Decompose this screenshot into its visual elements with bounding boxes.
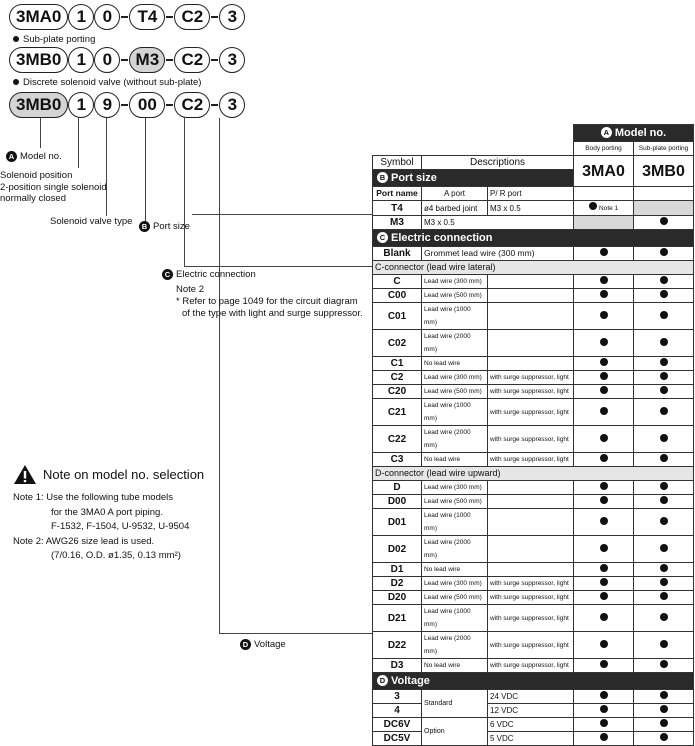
dot-icon [660,613,668,621]
model-code-2 [9,47,245,73]
dot-icon [660,386,668,394]
model-3mb0: 3MB0 [634,156,694,187]
code-part: M3 [129,47,165,73]
table-row: D21 Lead wire (1000 mm) with surge suppressor, light [373,605,694,632]
dot-icon [660,733,668,741]
dot-icon [660,482,668,490]
dot-icon [600,434,608,442]
bullet-icon [13,79,19,85]
model-code-3 [9,92,245,118]
label-model-no: A Model no. [6,151,62,163]
code-part: 3 [219,47,245,73]
code-part: 3MB0 [9,92,68,118]
code-part: C2 [174,4,210,30]
code-part: 1 [68,47,94,73]
dot-icon [660,517,668,525]
dot-icon [600,338,608,346]
dot-icon [660,705,668,713]
table-row: C Lead wire (300 mm) [373,275,694,289]
dot-icon [660,358,668,366]
dot-icon [600,705,608,713]
table-row: C2 Lead wire (300 mm) with surge suppressor, light [373,371,694,385]
dot-icon [600,660,608,668]
table-row: D Lead wire (300 mm) [373,481,694,495]
dot-icon [660,311,668,319]
dot-icon [660,248,668,256]
dot-icon [600,248,608,256]
badge-c-icon: C [377,232,388,243]
note-lines: Note 1: Use the following tube models for the 3MA0 A port piping. F-1532, F-1504, U-9532, U-9504 Note 2: AWG26 size lead is used. (7/0.16, O.D. ø1.35, 0.13 mm²) [13,492,190,561]
badge-a-icon: A [601,127,612,138]
dot-icon [660,372,668,380]
label-electric-connection: C Electric connection [162,269,256,281]
table-row: D01 Lead wire (1000 mm) [373,509,694,536]
label-note2: Note 2 [176,284,204,295]
dot-icon [660,578,668,586]
dot-icon [589,202,597,210]
table-row: D00 Lead wire (500 mm) [373,495,694,509]
section-electric-connection: C Electric connection [373,230,694,247]
code-part: 1 [68,92,94,118]
model-3ma0: 3MA0 [574,156,634,187]
dot-icon [600,544,608,552]
dot-icon [600,564,608,572]
c-connector-header: C-connector (lead wire lateral) [373,261,694,275]
dot-icon [600,454,608,462]
table-row: 4 12 VDC [373,704,694,718]
table-row: D3 No lead wire with surge suppressor, light [373,659,694,673]
table-row: D20 Lead wire (500 mm) with surge suppressor, light [373,591,694,605]
dot-icon [660,592,668,600]
dot-icon [600,640,608,648]
d-connector-header: D-connector (lead wire upward) [373,467,694,481]
code-part: 3MA0 [9,4,68,30]
symbol-header: Symbol [373,156,422,170]
badge-b-icon: B [377,172,388,183]
col-body-porting: Body porting [574,142,634,156]
table-row: T4 ø4 barbed joint M3 x 0.5 Note 1 [373,201,694,216]
table-row: M3 M3 x 0.5 [373,216,694,230]
code-part: T4 [129,4,165,30]
badge-d-icon: D [240,639,251,650]
warning-icon [13,464,37,485]
table-row: Blank Grommet lead wire (300 mm) [373,247,694,261]
bullet-icon [13,36,19,42]
table-row: C3 No lead wire with surge suppressor, light [373,453,694,467]
dot-icon [600,386,608,394]
dot-icon [660,290,668,298]
code-part: 3MB0 [9,47,68,73]
dot-icon [600,719,608,727]
code-part: 00 [129,92,165,118]
dot-icon [600,578,608,586]
dot-icon [660,564,668,572]
dot-icon [660,544,668,552]
model-selection-table: A Model no. Body porting Sub-plate porting Symbol Descriptions 3MA0 3MB0 B Port size Port name A port P/ R port T4 ø4 barbed joint M3 x 0.5 Note 1 M3 M3 x 0.5 C Electric connection Blank Grommet lead wire (300 mm) C-connector (lead wire lateral) C Lead wire (300 mm) C00 Lead wire (500 mm) C01 Lead wire (1000 mm) C02 Lead wire (2000 mm) C1 No lead wire C2 Lead wire (300 mm) with surge suppressor, light C20 Lead wire (500 mm) with surge suppressor, light C21 Lead wire (1000 mm) with surge suppressor, light C22 Lead wire (2000 mm) with surge suppressor, light C3 No lead wire with surge suppressor, light D-connector (lead wire upward) D Lead wire (300 mm) D00 Lead wire (500 mm) D01 Lead wire (1000 mm) D02 Lead wire (2000 mm) D1 No lead wire D2 Lead wire (300 mm) with surge suppressor, light D20 Lead wire (500 mm) with surge suppressor, light D21 Lead wire (1000 mm) with surge suppressor, light D22 Lead wire (2000 mm) with surge suppressor, light D3 No lead wire with surge suppressor, light D Voltage 3 Standard 24 VDC 4 12 VDC DC6V Option 6 VDC DC5V 5 VDC [372,124,694,746]
badge-b-icon: B [139,221,150,232]
table-row: D2 Lead wire (300 mm) with surge suppressor, light [373,577,694,591]
dot-icon [600,372,608,380]
section-port-size: B Port size [373,170,574,187]
label-voltage: D Voltage [240,639,286,651]
code-part: 0 [94,4,120,30]
dot-icon [660,454,668,462]
dot-icon [660,217,668,225]
descriptions-header: Descriptions [422,156,574,170]
table-row: C01 Lead wire (1000 mm) [373,303,694,330]
code-1-caption: Sub-plate porting [13,34,95,45]
dot-icon [600,482,608,490]
dot-icon [600,613,608,621]
badge-c-icon: C [162,269,173,280]
label-solenoid-valve-type: Solenoid valve type [50,216,133,227]
dot-icon [600,691,608,699]
dot-icon [600,592,608,600]
dot-icon [600,311,608,319]
table-row: C22 Lead wire (2000 mm) with surge suppressor, light [373,426,694,453]
code-part: C2 [174,47,210,73]
table-row: 3 Standard 24 VDC [373,690,694,704]
col-subplate-porting: Sub-plate porting [634,142,694,156]
dot-icon [600,407,608,415]
note-heading: Note on model no. selection [13,464,204,485]
dot-icon [660,640,668,648]
dot-icon [660,338,668,346]
dot-icon [600,517,608,525]
table-row: D22 Lead wire (2000 mm) with surge suppressor, light [373,632,694,659]
dot-icon [660,276,668,284]
code-2-caption: Discrete solenoid valve (without sub-plate) [13,77,201,88]
dot-icon [600,733,608,741]
dot-icon [660,407,668,415]
table-row: D1 No lead wire [373,563,694,577]
model-code-1 [9,4,245,30]
code-part: 1 [68,4,94,30]
dot-icon [600,358,608,366]
label-solenoid-position: Solenoid position 2-position single solenoid normally closed [0,170,107,204]
table-row: C02 Lead wire (2000 mm) [373,330,694,357]
code-part: 3 [219,4,245,30]
badge-a-icon: A [6,151,17,162]
table-row: DC5V 5 VDC [373,732,694,746]
table-row: C1 No lead wire [373,357,694,371]
code-part: C2 [174,92,210,118]
label-circuit-note: * Refer to page 1049 for the circuit diagram of the type with light and surge suppressor. [176,296,363,319]
badge-d-icon: D [377,675,388,686]
table-row: C20 Lead wire (500 mm) with surge suppressor, light [373,385,694,399]
dot-icon [660,660,668,668]
code-part: 3 [219,92,245,118]
table-row: C21 Lead wire (1000 mm) with surge suppressor, light [373,399,694,426]
dot-icon [660,691,668,699]
code-part: 9 [94,92,120,118]
label-port-size: B Port size [139,221,190,233]
model-no-header: A Model no. [574,125,694,142]
dot-icon [660,496,668,504]
dot-icon [600,276,608,284]
table-row: DC6V Option 6 VDC [373,718,694,732]
dot-icon [660,434,668,442]
code-part: 0 [94,47,120,73]
table-row: D02 Lead wire (2000 mm) [373,536,694,563]
dot-icon [600,290,608,298]
section-voltage: D Voltage [373,673,694,690]
table-row: C00 Lead wire (500 mm) [373,289,694,303]
dot-icon [600,496,608,504]
dot-icon [660,719,668,727]
